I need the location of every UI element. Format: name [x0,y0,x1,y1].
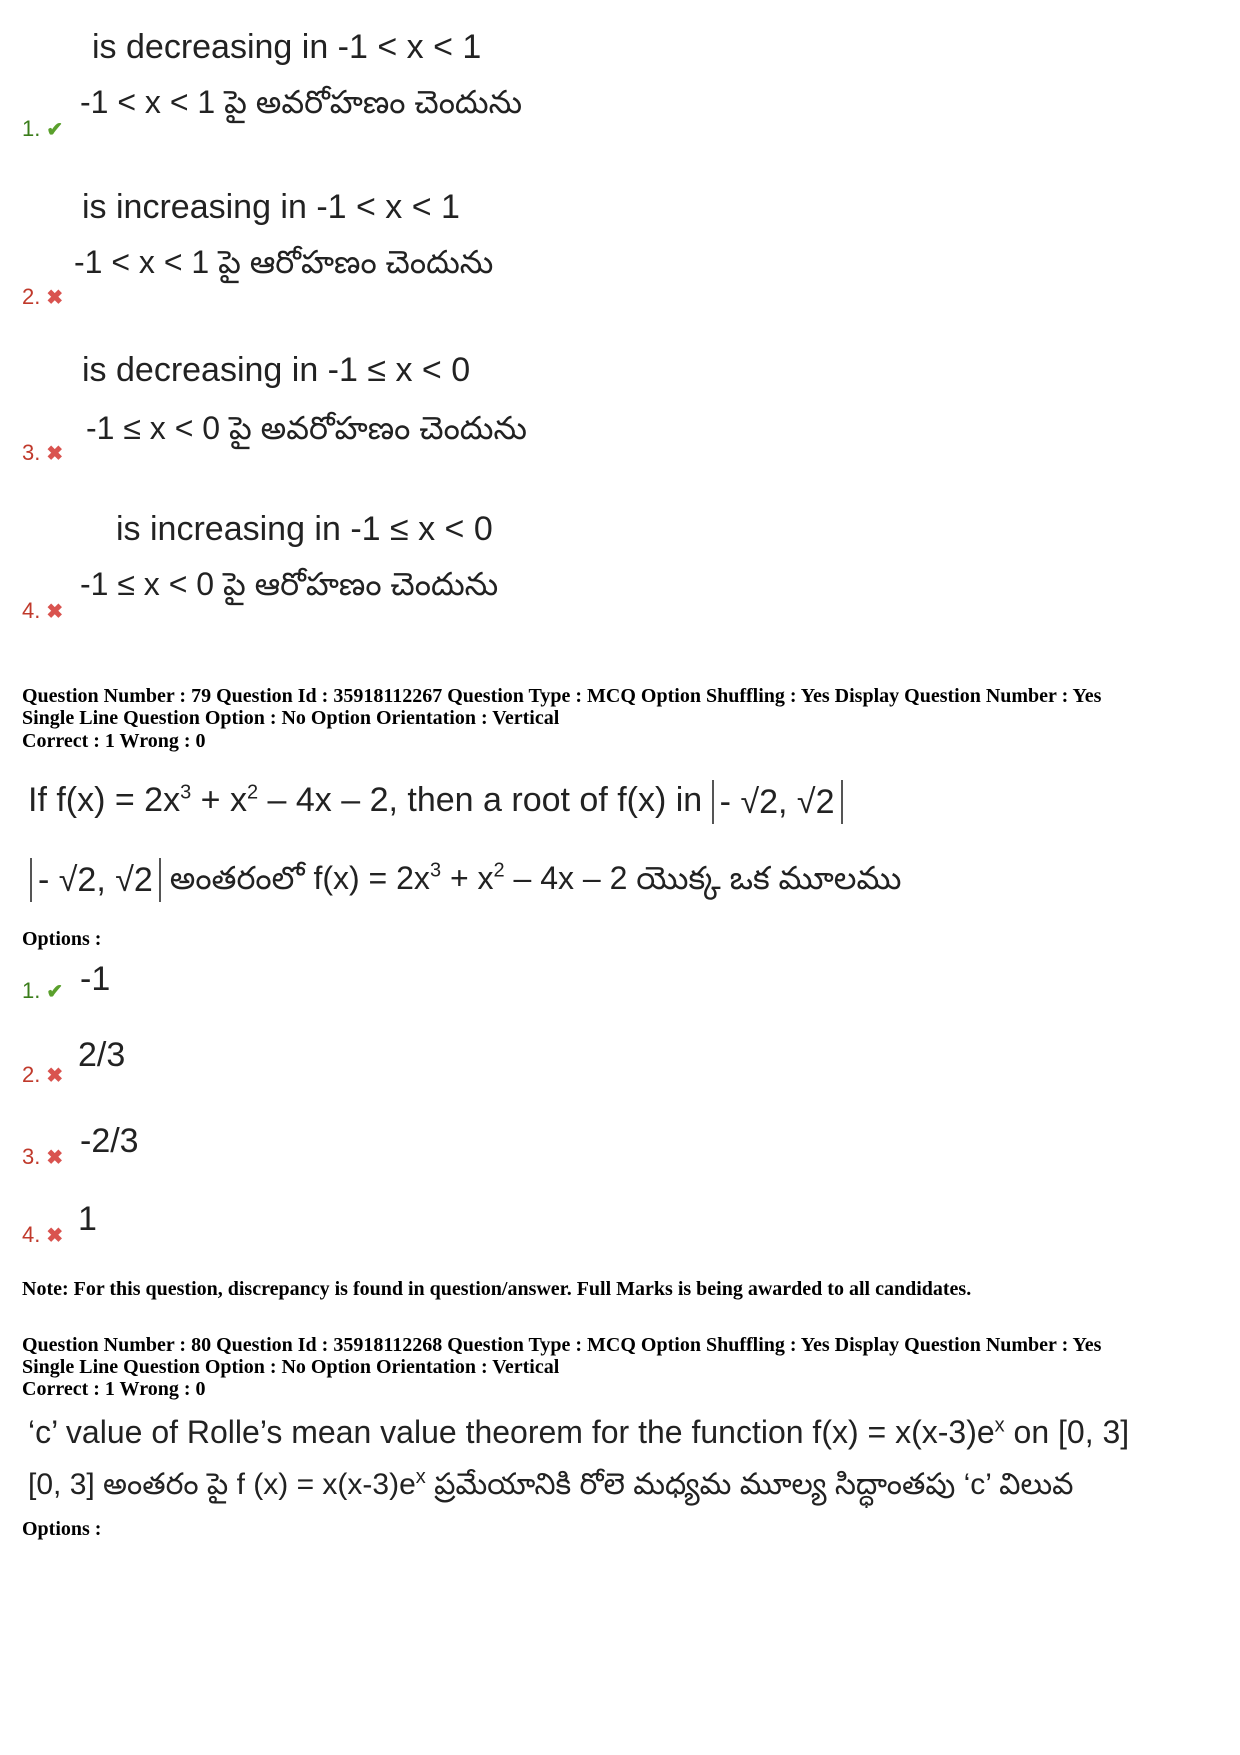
option-text: 2/3 [78,1036,126,1074]
interval-bracket: - √2, √2 [712,780,843,824]
option-te-text: -1 ≤ x < 0 పై అవరోహణం చెందును [86,410,527,446]
interval-bracket: - √2, √2 [30,858,161,902]
meta-line-2: Single Line Question Option : No Option Orientation : Vertical [22,1356,560,1378]
option-number: 4. ✖ [22,598,64,623]
option-text: 1 [78,1200,97,1238]
wrong-cross-icon: ✖ [46,443,64,465]
question-80-text-te: [0, 3] అంతరం పై f $(x) = x(x-3)e^x$ ప్రమేయానికి రోలె మధ్యమ మూల్య సిద్ధాంతపు ‘c’ విలువ [28,1466,1074,1501]
option-number: 2. ✖ [22,284,64,309]
meta-line-2: Single Line Question Option : No Option Orientation : Vertical [22,707,560,729]
question-79-text-te: - √2, √2 అంతరంలో $f(x) = 2x^3 + x^2 - 4x - 2$ యొక్క ఒక మూలము [30,858,901,905]
option-number: 1. ✔ [22,116,64,141]
options-label: Options : [22,1518,102,1540]
question-80-meta [22,1334,1101,1378]
wrong-cross-icon: ✖ [46,1065,64,1087]
question-79-marks: Correct : 1 Wrong : 0 [22,730,206,752]
question-79-meta [22,685,1101,729]
option-en-text: is decreasing in -1 < x < 1 [92,28,482,66]
option-en-text: is increasing in -1 < x < 1 [82,188,460,226]
option-en-text: is increasing in -1 ≤ x < 0 [116,510,493,548]
options-label: Options : [22,928,102,950]
option-text: -1 [80,960,111,998]
meta-line-1: Question Number : 80 Question Id : 35918112268 Question Type : MCQ Option Shuffling : Yes Display Question Number : Yes [22,1334,1102,1356]
correct-check-icon: ✔ [46,981,64,1003]
wrong-cross-icon: ✖ [46,601,64,623]
discrepancy-note: Note: For this question, discrepancy is found in question/answer. Full Marks is being awarded to all candidates. [22,1278,972,1300]
option-number: 2. ✖ [22,1062,64,1087]
wrong-cross-icon: ✖ [46,287,64,309]
option-te-text: -1 < x < 1 పై అవరోహణం చెందును [80,84,523,120]
option-number: 3. ✖ [22,440,64,465]
wrong-cross-icon: ✖ [46,1225,64,1247]
option-te-text: -1 < x < 1 పై ఆరోహణం చెందును [74,244,494,280]
option-number: 3. ✖ [22,1144,64,1169]
option-te-text: -1 ≤ x < 0 పై ఆరోహణం చెందును [80,566,499,602]
option-number: 1. ✔ [22,978,64,1003]
option-number: 4. ✖ [22,1222,64,1247]
question-80-text-en: ‘c’ value of Rolle’s mean value theorem for the function $f(x) = x(x-3)e^x$ on [0, 3] [28,1414,1130,1450]
correct-check-icon: ✔ [46,119,64,141]
meta-line-1: Question Number : 79 Question Id : 35918112267 Question Type : MCQ Option Shuffling : Yes Display Question Number : Yes [22,685,1102,707]
option-en-text: is decreasing in -1 ≤ x < 0 [82,351,471,389]
option-text: -2/3 [80,1122,139,1160]
question-80-marks: Correct : 1 Wrong : 0 [22,1378,206,1400]
wrong-cross-icon: ✖ [46,1147,64,1169]
question-79-text-en: If $f(x) = 2x^3 + x^2 - 4x - 2$, then a root of f(x) in - √2, √2 [28,780,843,824]
